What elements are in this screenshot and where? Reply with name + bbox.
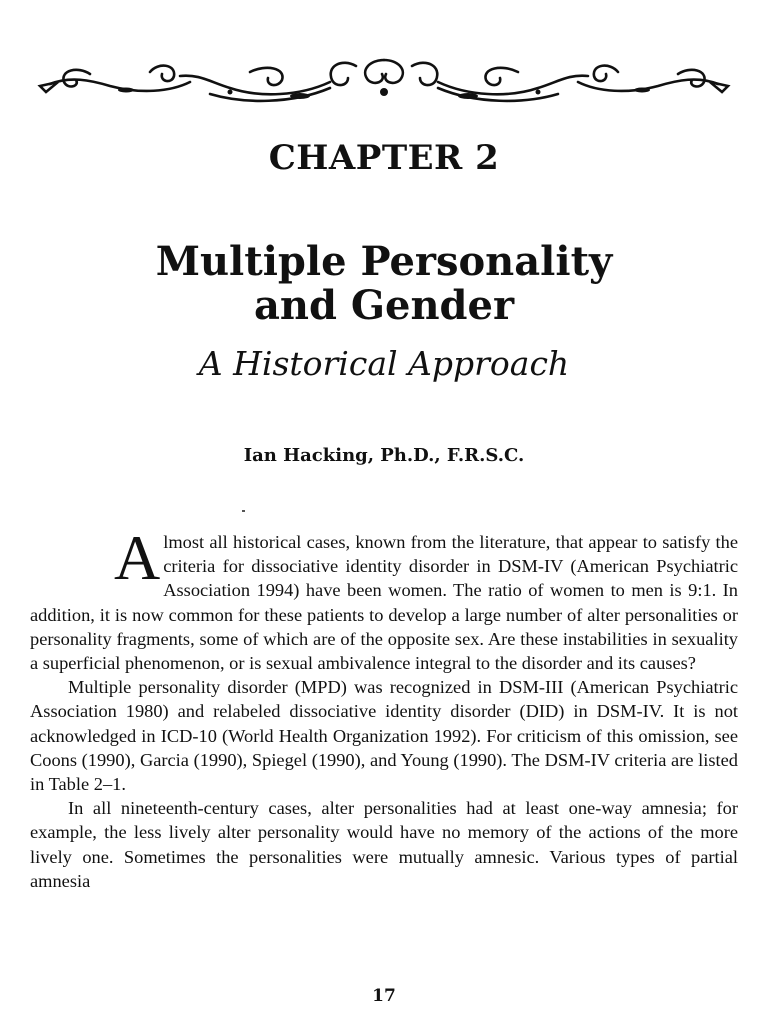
page-number: 17	[372, 986, 396, 1006]
stray-mark	[242, 510, 245, 512]
paragraph-2: Multiple personality disorder (MPD) was recognized in DSM-III (American Psychiatric Association 1980) and relabeled dissociative identity disorder (DID) in DSM-IV. It is not acknowledged in ICD-10 (World Health Organization 1992). For criticism of this omission, see Coons (1990), Garcia (1990), Spiegel (1990), and Young (1990). The DSM-IV criteria are listed in Table 2–1.	[30, 677, 738, 795]
title-line-1: Multiple Personality	[155, 238, 613, 285]
paragraph-1	[30, 522, 738, 675]
title-line-2: and Gender	[253, 282, 515, 329]
drop-cap: A	[114, 522, 161, 593]
author-byline: Ian Hacking, Ph.D., F.R.S.C.	[243, 445, 525, 466]
paragraph-3: In all nineteenth-century cases, alter personalities had at least one-way amnesia; for example, the less lively alter personality would have no memory of the actions of the more lively one. Sometimes the personalities were mutually amnesic. Various types of partial amnesia	[30, 798, 738, 891]
chapter-label: CHAPTER 2	[268, 138, 500, 178]
decorative-ornament	[30, 52, 738, 108]
paragraph-1-text: lmost all historical cases, known from the literature, that appear to satisfy the criteria for dissociative identity disorder in DSM-IV (American Psychiatric Association 1994) have been women. The ratio of women to men is 9:1. In addition, it is now common for these patients to develop a large number of alter personalities or personality fragments, some of which are of the opposite sex. Are these instabilities in sexuality a superficial phenomenon, or is sexual ambivalence integral to the disorder and its causes?	[30, 532, 738, 674]
body-text	[30, 522, 738, 893]
chapter-title	[0, 240, 768, 328]
chapter-subtitle: A Historical Approach	[198, 344, 570, 383]
